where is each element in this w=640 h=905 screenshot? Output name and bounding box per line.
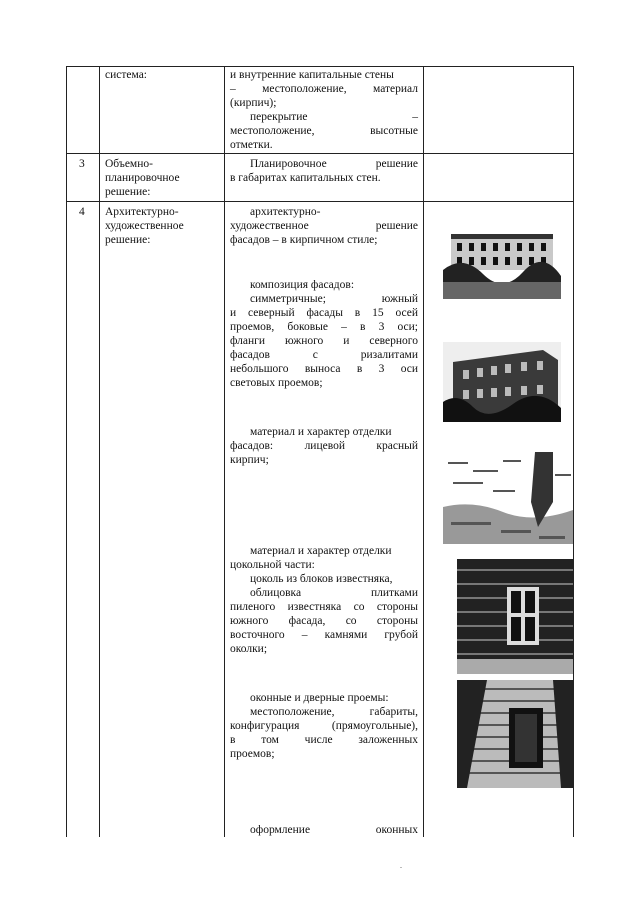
text-line: материал и характер отделки — [250, 426, 392, 438]
column-divider — [99, 66, 100, 837]
text-line: конфигурация (прямоугольные), — [230, 720, 418, 732]
text-line: и внутренние капитальные стены — [230, 69, 394, 81]
text-line: в том числе заложенных — [230, 734, 418, 746]
text-line: фасадов с ризалитами — [230, 349, 418, 361]
text-line: восточного – камнями грубой — [230, 629, 418, 641]
row-divider — [66, 201, 574, 202]
text-line: – местоположение, материал — [230, 83, 418, 95]
text-line: в габаритах капитальных стен. — [230, 172, 381, 184]
plinth-material-block — [230, 544, 418, 656]
text-line: художественное — [105, 220, 184, 232]
text-line: решение: — [105, 234, 151, 246]
text-line: цокольной части: — [230, 559, 315, 571]
text-line: Объемно- — [105, 158, 153, 170]
text-line: (кирпич); — [230, 97, 277, 109]
text-line: небольшого выноса в 3 оси — [230, 363, 418, 375]
column-divider — [423, 66, 424, 837]
building-photo-1 — [443, 224, 561, 299]
text-line: оформление оконных — [250, 824, 418, 836]
text-line: кирпич; — [230, 454, 269, 466]
text-line: Архитектурно- — [105, 206, 179, 218]
text-line: композиция фасадов: — [250, 279, 355, 291]
row-divider — [66, 153, 574, 154]
table-left-border — [66, 66, 67, 837]
table-right-border — [573, 66, 574, 837]
text-line: местоположение, высотные — [230, 125, 418, 137]
text-line: южного фасада, со стороны — [230, 615, 418, 627]
building-photo-2 — [443, 342, 561, 422]
text-line: и северный фасады в 15 осей — [230, 307, 418, 319]
text-line: фасадов: лицевой красный — [230, 440, 418, 452]
scan-artifact — [400, 867, 402, 868]
text-line: материал и характер отделки — [250, 545, 392, 557]
facade-solution-block — [230, 205, 418, 247]
row-3-number: 4 — [79, 206, 85, 218]
text-line: симметричные; южный — [250, 293, 418, 305]
text-line: местоположение, габариты, — [250, 706, 418, 718]
text-line: цоколь из блоков известняка, — [250, 573, 393, 585]
row-1-description — [230, 68, 418, 152]
text-line: облицовка плитками — [250, 587, 418, 599]
text-line: фасадов – в кирпичном стиле; — [230, 234, 378, 246]
text-line: фланги южного и северного — [230, 335, 418, 347]
text-line: художественное решение — [230, 220, 418, 232]
text-line: пиленого известняка со стороны — [230, 601, 418, 613]
row-3-name — [105, 205, 184, 247]
window-photo-2 — [457, 680, 573, 788]
row-2-number: 3 — [79, 158, 85, 170]
openings-block — [230, 691, 418, 761]
text-line: проемов, боковые – в 3 оси; — [230, 321, 418, 333]
plinth-photo — [443, 452, 573, 544]
text-line: Планировочное решение — [250, 158, 418, 170]
text-line: перекрытие – — [250, 111, 418, 123]
window-photo-1 — [457, 559, 573, 674]
facade-material-block — [230, 425, 418, 467]
text-line: планировочное — [105, 172, 180, 184]
row-2-description — [230, 157, 418, 185]
row-1-name: система: — [105, 69, 147, 81]
text-line: оконные и дверные проемы: — [250, 692, 389, 704]
text-line: отметки. — [230, 139, 273, 151]
table-top-border — [66, 66, 574, 67]
text-line: околки; — [230, 643, 268, 655]
facade-composition-block — [230, 278, 418, 390]
text-line: решение: — [105, 186, 151, 198]
text-line: световых проемов; — [230, 377, 323, 389]
column-divider — [224, 66, 225, 837]
text-line: проемов; — [230, 748, 275, 760]
text-line: архитектурно- — [250, 206, 321, 218]
row-2-name — [105, 157, 180, 199]
window-framing-block — [230, 823, 418, 837]
